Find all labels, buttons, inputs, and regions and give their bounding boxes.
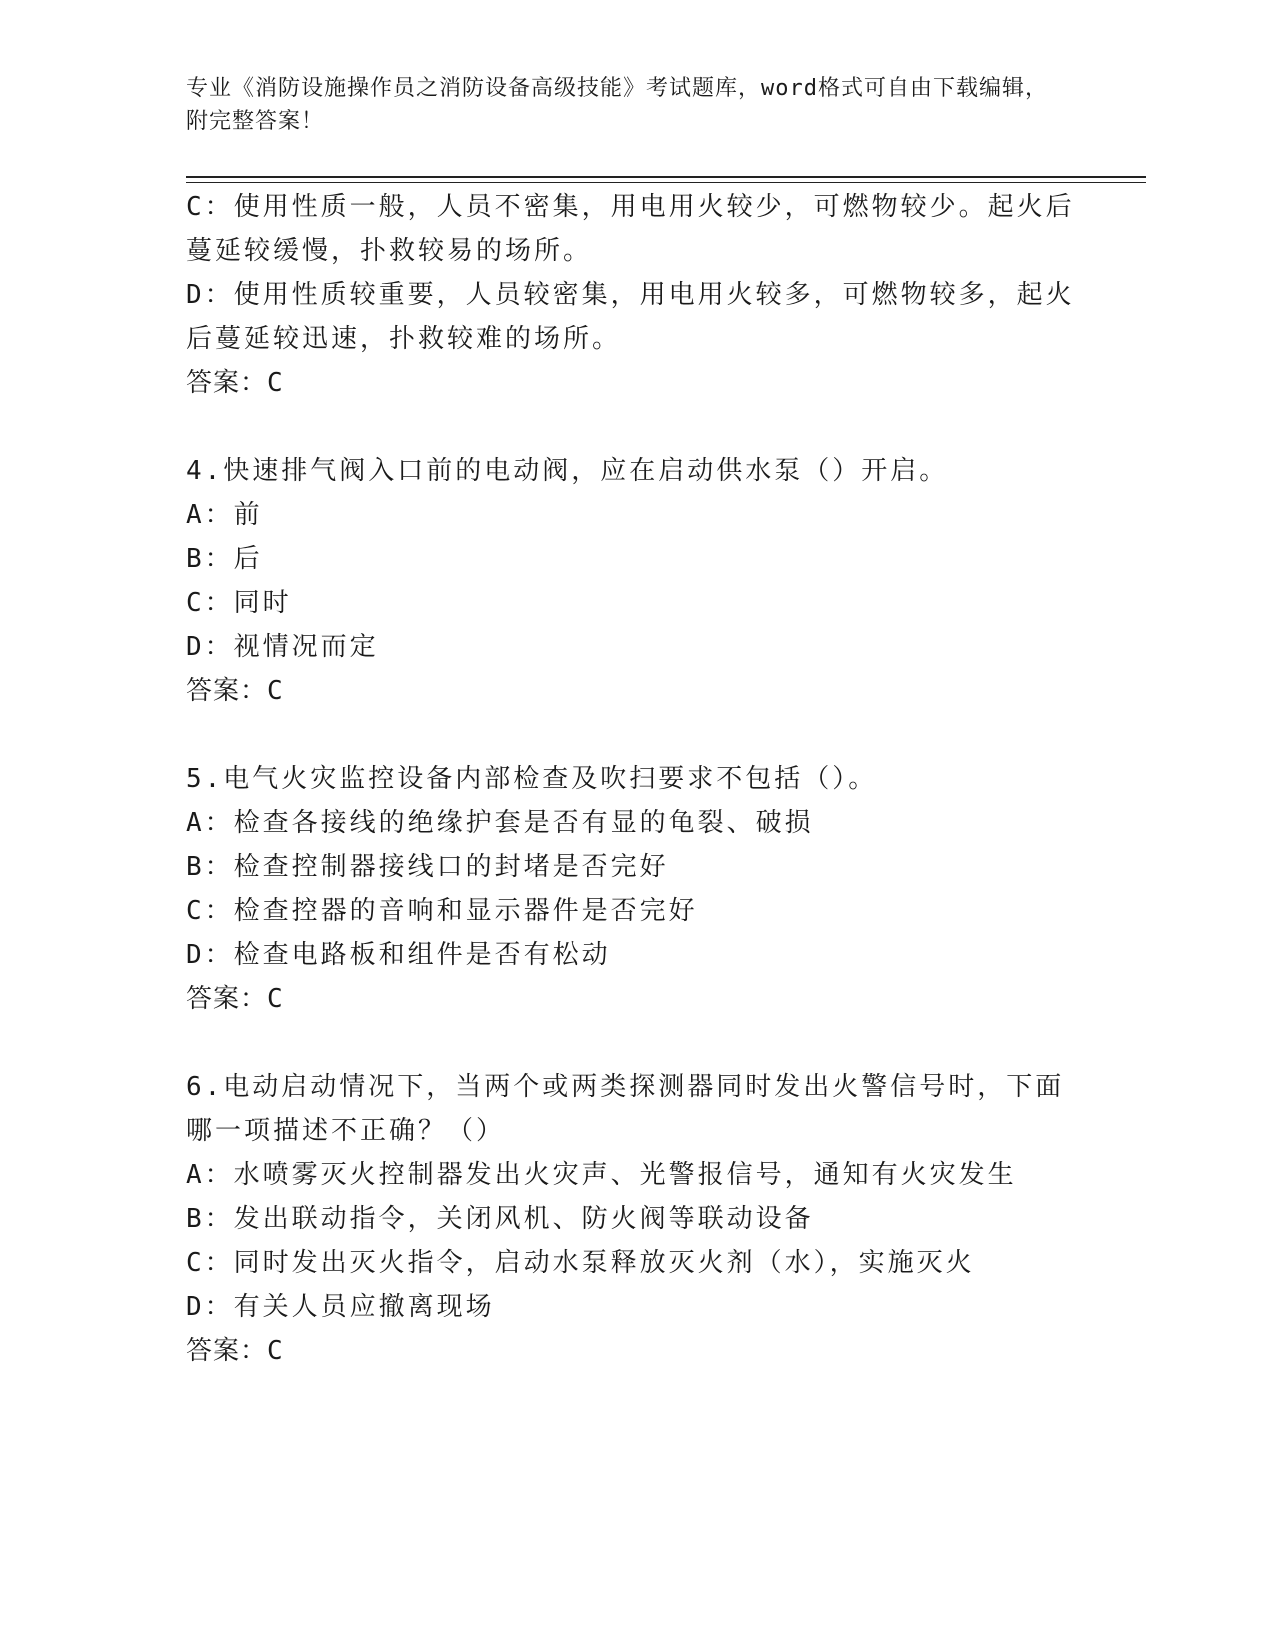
q5-option-a: A：检查各接线的绝缘护套是否有显的龟裂、破损	[186, 808, 814, 838]
q4-option-c: C：同时	[186, 588, 292, 618]
q4-stem: 4.快速排气阀入口前的电动阀，应在启动供水泵（）开启。	[186, 456, 949, 486]
q6-answer: 答案：C	[186, 1336, 284, 1366]
header-rule-thick	[186, 176, 1146, 178]
prev-option-d-line-1: D：使用性质较重要，人员较密集，用电用火较多，可燃物较多，起火	[186, 280, 1075, 310]
q6-stem-line-1: 6.电动启动情况下，当两个或两类探测器同时发出火警信号时，下面	[186, 1072, 1065, 1102]
page-header: 专业《消防设施操作员之消防设备高级技能》考试题库，word格式可自由下载编辑，附完整答案！	[186, 76, 1048, 134]
q6-option-c: C：同时发出灭火指令，启动水泵释放灭火剂（水），实施灭火	[186, 1248, 975, 1278]
prev-option-c-line-1: C：使用性质一般，人员不密集，用电用火较少，可燃物较少。起火后	[186, 192, 1075, 222]
q6-stem-line-2: 哪一项描述不正确？（）	[186, 1116, 506, 1146]
q4-option-d: D：视情况而定	[186, 632, 379, 662]
prev-answer: 答案：C	[186, 368, 284, 398]
q5-option-c: C：检查控器的音响和显示器件是否完好	[186, 896, 698, 926]
q4-option-b: B：后	[186, 544, 263, 574]
q6-option-b: B：发出联动指令，关闭风机、防火阀等联动设备	[186, 1204, 814, 1234]
q5-answer: 答案：C	[186, 984, 284, 1014]
q4-option-a: A：前	[186, 500, 263, 530]
q5-option-b: B：检查控制器接线口的封堵是否完好	[186, 852, 669, 882]
q6-option-a: A：水喷雾灭火控制器发出火灾声、光警报信号，通知有火灾发生	[186, 1160, 1017, 1190]
q5-option-d: D：检查电路板和组件是否有松动	[186, 940, 611, 970]
header-rule-thin	[186, 182, 1146, 183]
prev-option-d-line-2: 后蔓延较迅速，扑救较难的场所。	[186, 324, 622, 354]
prev-option-c-line-2: 蔓延较缓慢，扑救较易的场所。	[186, 236, 593, 266]
q4-answer: 答案：C	[186, 676, 284, 706]
q5-stem: 5.电气火灾监控设备内部检查及吹扫要求不包括（）。	[186, 764, 878, 794]
q6-option-d: D：有关人员应撤离现场	[186, 1292, 495, 1322]
